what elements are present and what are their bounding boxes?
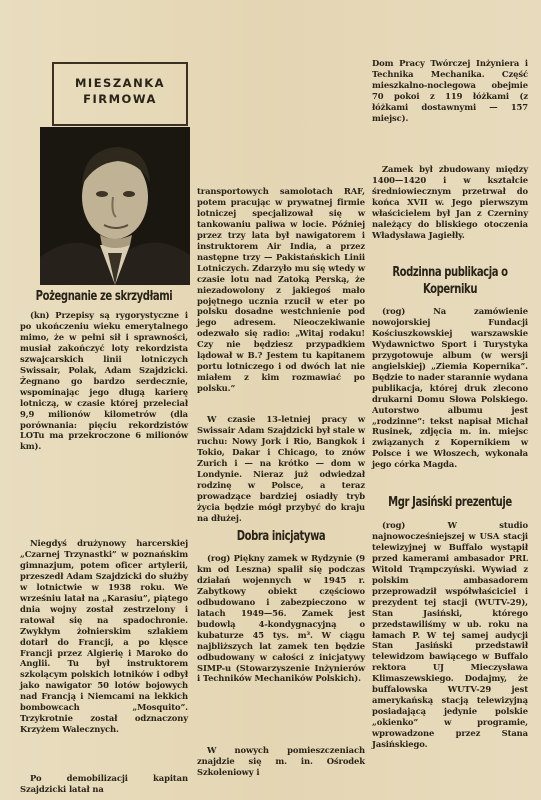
article-1-continuation-1: transportowych samolotach RAF, potem pracując w prywatnej firmie lotniczej specjalizował się w tankowaniu paliwa w locie. Później przez trzy lata był nawigatorem i instruktorem Air India, a przez następne trzy — Pakistańskich Linii Lotniczych. Zdarzyło mu się wtedy w czasie lotu nad Zatoką Perską, że niezadowolony z jakiegoś mało pojętnego ucznia rzucił w eter po polsku dosadne westchnienie pod jego adresem. Nieoczekiwanie odezwało się radio: „Witaj rodaku! Czy nie będziesz przypadkiem lądował w B.? Jestem tu kapitanem portu lotniczego i od dwóch lat nie miałem z kim rozmawiać po polsku.” [197, 186, 365, 394]
section-rubric-box [52, 62, 188, 126]
article-3-paragraph-1: (rog) Na zamówienie nowojorskiej Fundacji Kościuszkowskiej warszawskie Wydawnictwo Sport i Turystyka przygotowuje album (w wersji angielskiej) „Ziemia Kopernika”. Będzie to nader starannie wydana publikacja, której druk zlecono drukarni Domu Słowa Polskiego. Autorstwo albumu jest „rodzinne”: tekst napisał Michał Rusinek, zdjęcia m. in. miejsc związanych z Kopernikiem w Polsce i we Włoszech, wykonała jego córka Magda. [372, 306, 528, 470]
article-1-paragraph-3: Po demobilizacji kapitan Szajdzicki latał na [20, 773, 188, 794]
heading-rodzinna-publikacja: Rodzinna publikacja o Koperniku [392, 264, 508, 297]
article-2-paragraph-2: W nowych pomieszczeniach znajdzie się m. in. Ośrodek Szkoleniowy i [197, 745, 365, 777]
heading-pozegnanie: Pożegnanie ze skrzydłami [35, 288, 173, 304]
portrait-photo-image [40, 127, 190, 285]
article-4-paragraph-1: (rog) W studio najnowocześniejszej w USA stacji telewizyjnej w Buffalo wystąpił przed kamerami ambasador PRL Witold Trąmpczyński. Wywiad z polskim ambasadorem przeprowadził współwłaściciel i prezydent tej stacji (WUTV-29), Stan Jasiński, którego przedstawiliśmy w ub. roku na łamach P. W tej samej audycji Stan Jasiński przedstawił telewidzom bawiącego w Buffalo rektora UJ Mieczysława Klimaszewskiego. Dodajmy, że buffalowska WUTV-29 jest amerykańską stacją telewizyjną posiadającą jedynie polskie „okienko” w programie, wprowadzone przez Stana Jasińskiego. [372, 520, 528, 750]
portrait-photo [40, 127, 190, 285]
heading-mgr-jasinski: Mgr Jasiński prezentuje [388, 494, 512, 510]
article-2-continuation-1: Dom Pracy Twórczej Inżyniera i Technika Mechanika. Część mieszkalno-noclegowa obejmie 70 pokoi z 119 łóżkami (z łóżkami dostawnymi — 157 miejsc). [372, 58, 528, 123]
article-2-paragraph-1: (rog) Piękny zamek w Rydzynie (9 km od Leszna) spalił się podczas działań wojennych w 1945 r. Zabytkowy obiekt częściowo odbudowano i zabezpieczono w latach 1949—56. Zamek jest budowlą 4-kondygnacyjną o kubaturze 45 tys. m³. W ciągu najbliższych lat zamek ten będzie odbudowany w całości z inicjatywy SIMP-u (Stowarzyszenie Inżynierów i Techników Mechaników Polskich). [197, 553, 365, 684]
article-2-continuation-2: Zamek był zbudowany między 1400—1420 i w kształcie średniowiecznym przetrwał do końca XVII w. Jego pierwszym właścicielem był Jan z Czerniny należący do bliskiego otoczenia Władysława Jagiełły. [372, 164, 528, 240]
rubric-line-2: FIRMOWA [83, 92, 157, 106]
heading-dobra-inicjatywa: Dobra inicjatywa [236, 528, 326, 544]
article-1-paragraph-1: (kn) Przepisy są rygorystyczne i po ukończeniu wieku emerytalnego mimo, że w pełni sił i sprawności, musiał zakończyć loty rekordzista szwajcarskich linii lotniczych Swissair, Polak, Adam Szajdzicki. Żegnano go bardzo serdecznie, wspominając jego długą karierę lotniczą, w czasie której przeleciał 9,9 milionów kilometrów (dla porównania: pięciu rekordzistów LOTu ma przekroczone 6 milionów km). [20, 310, 188, 452]
article-1-paragraph-2: Niegdyś drużynowy harcerskiej „Czarnej Trzynastki” w poznańskim gimnazjum, potem oficer artylerii, przeszedł Adam Szajdzicki do służby w lotnictwie w 1938 roku. We wrześniu latał na „Karasiu”, piątego dnia wojny został zestrzelony i ratował się na spadochronie. Zwykłym żołnierskim szlakiem dotarł do Francji, a po klęsce Francji przez Algierię i Maroko do Anglii. Tu był instruktorem szkolącym polskich lotników i odbył jako nawigator 50 lotów bojowych nad Francją i Niemcami na lekkich bombowcach „Mosquito”. Trzykrotnie został odznaczony Krzyżem Walecznych. [20, 538, 188, 735]
rubric-line-1: MIESZANKA [74, 76, 166, 90]
article-1-continuation-2: W czasie 13-letniej pracy w Swissair Adam Szajdzicki był stale w ruchu: Nowy Jork i Rio, Bangkok i Tokio, Dakar i Chicago, to znów Zurich i — na krótko — dom w Londynie. Nieraz już odwiedzał rodzinę w Polsce, a teraz prowadzące bardziej osiadły tryb życia będzie mógł przybyć do kraju na dłużej. [197, 414, 365, 523]
